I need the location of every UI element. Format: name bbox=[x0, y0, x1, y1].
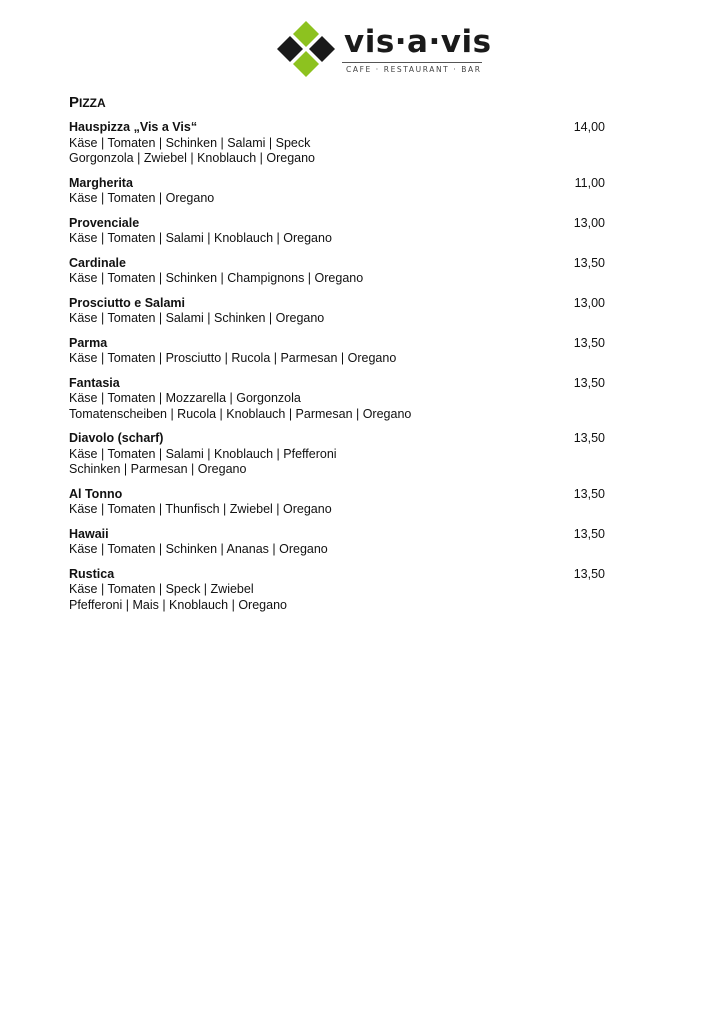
item-name: Margherita bbox=[69, 175, 133, 190]
item-ingredients: Pfefferoni | Mais | Knoblauch | Oregano bbox=[69, 597, 287, 612]
menu-item bbox=[69, 256, 609, 287]
item-ingredients: Käse | Tomaten | Salami | Knoblauch | Pfefferoni bbox=[69, 446, 337, 461]
logo-brand: vis·a·vis bbox=[344, 24, 492, 60]
menu-item bbox=[69, 176, 609, 207]
item-name: Al Tonno bbox=[69, 486, 123, 501]
item-name: Cardinale bbox=[69, 255, 126, 270]
menu-item bbox=[69, 120, 609, 167]
menu-item bbox=[69, 336, 609, 367]
item-name: Prosciutto e Salami bbox=[69, 295, 186, 310]
item-name: Fantasia bbox=[69, 375, 120, 390]
item-price: 13,50 bbox=[573, 526, 605, 541]
diamond-logo-icon bbox=[276, 20, 338, 80]
item-name: Provenciale bbox=[69, 215, 140, 230]
logo-tagline: CAFE · RESTAURANT · BAR bbox=[346, 65, 482, 74]
item-name: Hauspizza „Vis a Vis“ bbox=[69, 120, 198, 134]
menu-item bbox=[69, 216, 609, 247]
item-ingredients: Käse | Tomaten | Oregano bbox=[69, 191, 215, 205]
item-name: Hawaii bbox=[69, 526, 109, 541]
item-price: 13,50 bbox=[573, 566, 605, 581]
item-ingredients: Tomatenscheiben | Rucola | Knoblauch | Parmesan | Oregano bbox=[69, 406, 412, 421]
item-name: Rustica bbox=[69, 566, 115, 581]
section-title-rest: IZZA bbox=[79, 96, 106, 110]
menu-item bbox=[69, 376, 609, 423]
item-ingredients: Käse | Tomaten | Prosciutto | Rucola | Parmesan | Oregano bbox=[69, 351, 397, 365]
item-price: 14,00 bbox=[573, 120, 605, 134]
item-ingredients: Käse | Tomaten | Schinken | Champignons | Oregano bbox=[69, 271, 364, 285]
item-name: Diavolo (scharf) bbox=[69, 431, 164, 445]
logo-divider bbox=[342, 62, 482, 63]
item-price: 13,50 bbox=[573, 335, 605, 350]
section-title-initial: P bbox=[69, 94, 80, 111]
item-price: 13,50 bbox=[573, 255, 605, 270]
section-title bbox=[69, 94, 106, 111]
item-price: 13,50 bbox=[573, 375, 605, 390]
item-ingredients: Gorgonzola | Zwiebel | Knoblauch | Oregano bbox=[69, 151, 315, 165]
item-ingredients: Käse | Tomaten | Mozzarella | Gorgonzola bbox=[69, 391, 301, 405]
item-ingredients: Käse | Tomaten | Salami | Knoblauch | Oregano bbox=[69, 231, 332, 245]
logo bbox=[276, 20, 492, 80]
item-price: 13,00 bbox=[573, 215, 605, 230]
item-price: 13,50 bbox=[573, 486, 605, 501]
item-ingredients: Käse | Tomaten | Thunfisch | Zwiebel | Oregano bbox=[69, 502, 332, 516]
item-price: 13,00 bbox=[573, 295, 605, 310]
menu-item bbox=[69, 487, 609, 518]
item-ingredients: Käse | Tomaten | Salami | Schinken | Oregano bbox=[69, 311, 325, 325]
menu-list bbox=[69, 120, 609, 622]
item-name: Parma bbox=[69, 335, 108, 350]
item-ingredients: Schinken | Parmesan | Oregano bbox=[69, 462, 247, 476]
item-ingredients: Käse | Tomaten | Speck | Zwiebel bbox=[69, 582, 254, 596]
menu-item bbox=[69, 567, 609, 614]
item-price: 13,50 bbox=[573, 431, 605, 445]
item-ingredients: Käse | Tomaten | Schinken | Ananas | Oregano bbox=[69, 542, 328, 556]
item-ingredients: Käse | Tomaten | Schinken | Salami | Speck bbox=[69, 135, 311, 150]
menu-item bbox=[69, 431, 609, 478]
item-price: 11,00 bbox=[574, 175, 605, 190]
menu-item bbox=[69, 296, 609, 327]
menu-item bbox=[69, 527, 609, 558]
